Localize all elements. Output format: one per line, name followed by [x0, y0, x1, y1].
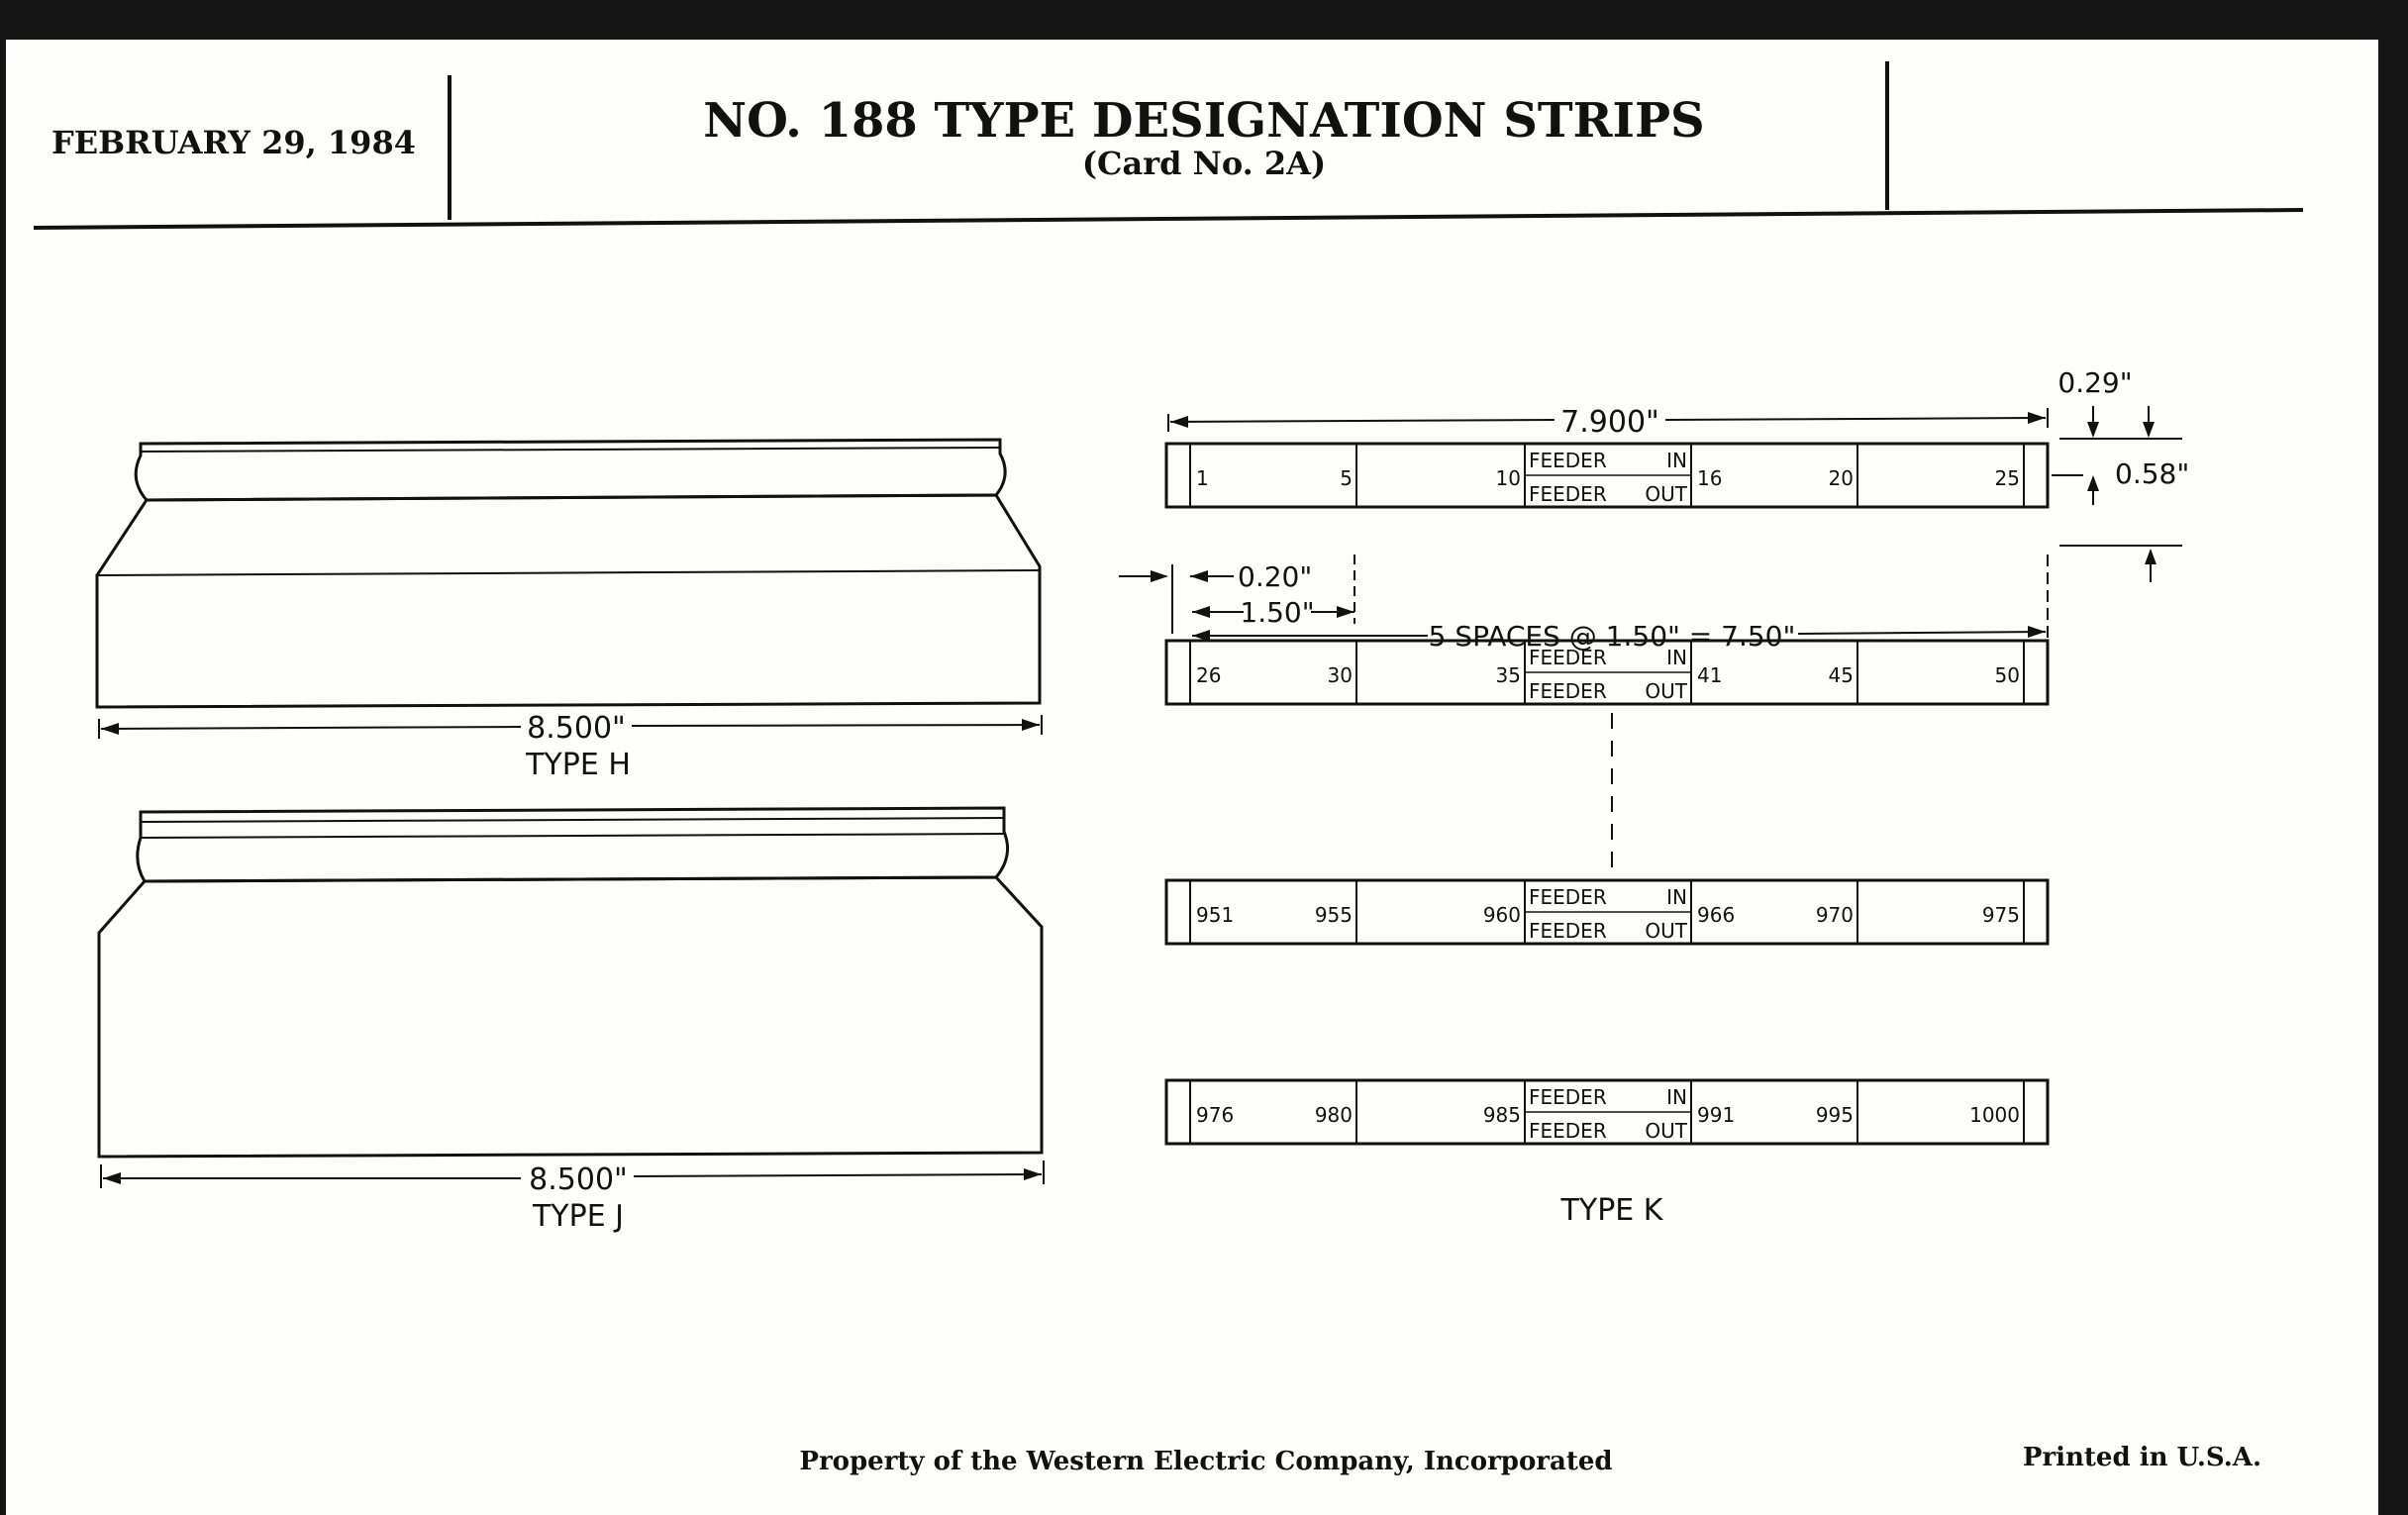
- feeder-in-label: IN: [1666, 449, 1687, 472]
- type-h-shoulder: [147, 495, 996, 500]
- strip-number: 26: [1196, 663, 1222, 687]
- arrow-right-icon: [1151, 570, 1168, 582]
- feeder-in-label: IN: [1666, 646, 1687, 669]
- feeder-out-word: FEEDER: [1529, 919, 1607, 943]
- type-h-outline: [97, 495, 1040, 707]
- feeder-in-word: FEEDER: [1529, 646, 1607, 669]
- arrow-down-icon: [2143, 422, 2155, 438]
- type-h-label: TYPE H: [526, 748, 631, 782]
- feeder-in-word: FEEDER: [1529, 885, 1607, 909]
- strip-number: 35: [1495, 663, 1521, 687]
- date-label: FEBRUARY 29, 1984: [51, 124, 416, 161]
- feeder-out-word: FEEDER: [1529, 482, 1607, 506]
- strip-number: 975: [1981, 903, 2020, 927]
- arrow-right-icon: [2028, 412, 2046, 424]
- strip-number: 10: [1495, 466, 1521, 490]
- strip-number: 980: [1314, 1103, 1353, 1127]
- strip-number: 985: [1482, 1103, 1521, 1127]
- feeder-out-word: FEEDER: [1529, 679, 1607, 703]
- strip-number: 16: [1697, 466, 1723, 490]
- overall-dim-line-right: [1665, 418, 2046, 420]
- strip-number: 951: [1196, 903, 1235, 927]
- arrow-right-icon: [2028, 626, 2046, 638]
- arrow-up-icon: [2145, 549, 2157, 564]
- strip-number: 45: [1828, 663, 1854, 687]
- header: [34, 61, 2303, 228]
- type-j-width-label: 8.500": [529, 1162, 628, 1197]
- spaces-note: 5 SPACES @ 1.50" = 7.50": [1428, 620, 1796, 653]
- strip-number: 966: [1697, 903, 1736, 927]
- footer-property: Property of the Western Electric Company, Incorporated: [799, 1447, 1613, 1476]
- feeder-in-word: FEEDER: [1529, 449, 1607, 472]
- arrow-right-icon: [1022, 719, 1040, 731]
- strip-number: 955: [1314, 903, 1353, 927]
- arrow-up-icon: [2087, 475, 2099, 491]
- overall-length-label: 7.900": [1560, 405, 1659, 440]
- feeder-in-label: IN: [1666, 885, 1687, 909]
- spacing-label: 1.50": [1240, 596, 1315, 629]
- type-j-shoulder: [145, 877, 996, 881]
- overall-dim-line-left: [1170, 420, 1555, 422]
- type-k-strips: [1166, 444, 2048, 1144]
- spaces-dim-line-right: [1798, 632, 2046, 634]
- strip-number: 41: [1697, 663, 1723, 687]
- strip-number: 991: [1697, 1103, 1736, 1127]
- strip-number: 970: [1815, 903, 1854, 927]
- header-rule: [34, 210, 2303, 228]
- type-j-dim-line-right: [634, 1174, 1042, 1176]
- arrow-left-icon: [1190, 570, 1208, 582]
- strip-number: 20: [1828, 466, 1854, 490]
- strip-number: 976: [1196, 1103, 1235, 1127]
- strip-number: 30: [1327, 663, 1353, 687]
- top-offset-label: 0.29": [2057, 366, 2133, 399]
- page-subtitle: (Card No. 2A): [1081, 145, 1327, 182]
- arrow-left-icon: [101, 723, 119, 735]
- strip-number: 5: [1340, 466, 1353, 490]
- arrow-down-icon: [2087, 422, 2099, 438]
- page-title: NO. 188 TYPE DESIGNATION STRIPS: [703, 93, 1705, 149]
- type-h-width-label: 8.500": [527, 711, 626, 746]
- strip-number: 25: [1994, 466, 2020, 490]
- strip-number: 960: [1482, 903, 1521, 927]
- arrow-left-icon: [1170, 416, 1188, 428]
- type-k-strip: [1166, 880, 2048, 944]
- arrow-right-icon: [1024, 1168, 1042, 1180]
- drawing-card: [6, 40, 2378, 1515]
- feeder-out-label: OUT: [1645, 1119, 1687, 1143]
- feeder-in-label: IN: [1666, 1085, 1687, 1109]
- type-j-drawing: [99, 808, 1044, 1234]
- type-k-strip: [1166, 444, 2048, 507]
- drawing-canvas: [6, 40, 2378, 1515]
- type-j-outline: [99, 877, 1042, 1157]
- feeder-out-word: FEEDER: [1529, 1119, 1607, 1143]
- strip-number: 1: [1196, 466, 1209, 490]
- type-h-band: [97, 570, 1040, 575]
- feeder-out-label: OUT: [1645, 482, 1687, 506]
- end-margin-label: 0.20": [1238, 560, 1313, 593]
- feeder-in-word: FEEDER: [1529, 1085, 1607, 1109]
- height-label: 0.58": [2115, 457, 2190, 490]
- strip-number: 50: [1994, 663, 2020, 687]
- type-k-label: TYPE K: [1560, 1193, 1663, 1228]
- arrow-left-icon: [103, 1172, 121, 1184]
- type-j-label: TYPE J: [532, 1199, 625, 1234]
- type-h-drawing: [97, 440, 1042, 782]
- arrow-left-icon: [1192, 606, 1210, 618]
- type-h-dim-line-right: [632, 725, 1040, 726]
- type-k-strip: [1166, 1080, 2048, 1144]
- type-h-dim-line-left: [101, 727, 521, 729]
- type-h-cap-edge: [141, 448, 1000, 452]
- arrow-right-icon: [1337, 606, 1354, 618]
- type-j-cap-edge-lower: [141, 834, 1004, 838]
- feeder-out-label: OUT: [1645, 679, 1687, 703]
- feeder-out-label: OUT: [1645, 919, 1687, 943]
- strip-number: 995: [1815, 1103, 1854, 1127]
- type-j-cap-edge: [141, 818, 1004, 822]
- strip-number: 1000: [1969, 1103, 2020, 1127]
- footer-printed: Printed in U.S.A.: [2022, 1443, 2261, 1472]
